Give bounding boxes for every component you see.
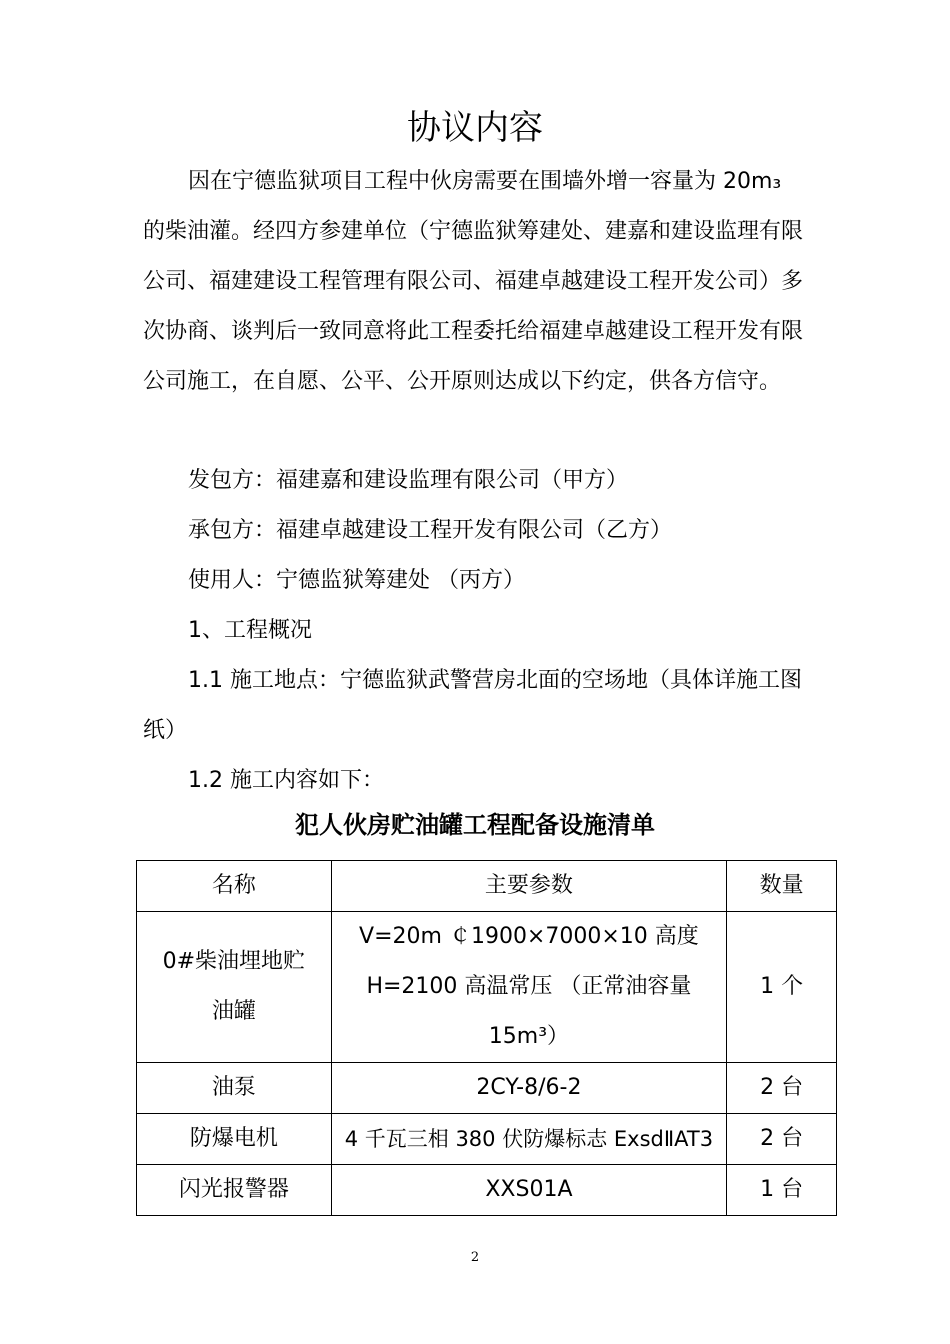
cell-qty: 1 个: [727, 912, 837, 1063]
user-line: 使用人：宁德监狱筹建处 （丙方）: [188, 568, 525, 593]
table-row: [137, 912, 837, 1063]
cell-name: 0#柴油埋地贮油罐: [137, 912, 332, 1063]
table-title: 犯人伙房贮油罐工程配备设施清单: [295, 811, 655, 839]
issuer-line: 发包方：福建嘉和建设监理有限公司（甲方）: [188, 468, 629, 493]
equipment-table: [136, 860, 837, 1216]
cell-name: 防爆电机: [137, 1114, 332, 1165]
parties-section: [143, 456, 813, 806]
site-line-cont: 纸）: [143, 718, 188, 743]
header-qty: 数量: [727, 861, 837, 912]
intro-line: 公司施工，在自愿、公平、公开原则达成以下约定，供各方信守。: [143, 369, 782, 394]
content-line: 1.2 施工内容如下：: [188, 768, 384, 793]
cell-params: XXS01A: [331, 1165, 727, 1216]
intro-line: 公司、福建建设工程管理有限公司、福建卓越建设工程开发公司）多: [143, 269, 804, 294]
section-heading: 1、工程概况: [188, 618, 312, 643]
cell-name: 闪光报警器: [137, 1165, 332, 1216]
cell-name: 油泵: [137, 1063, 332, 1114]
page-number: 2: [470, 1250, 480, 1265]
contractor-line: 承包方：福建卓越建设工程开发有限公司（乙方）: [188, 518, 673, 543]
cell-params: 2CY-8/6-2: [331, 1063, 727, 1114]
header-name: 名称: [137, 861, 332, 912]
cell-params: V=20m ￠1900×7000×10 高度 H=2100 高温常压 （正常油容量 15m³）: [331, 912, 727, 1063]
cell-params: 4 千瓦三相 380 伏防爆标志 ExsdⅡAT3: [331, 1114, 727, 1165]
cell-qty: 1 台: [727, 1165, 837, 1216]
intro-line: 因在宁德监狱项目工程中伙房需要在围墙外增一容量为 20m₃: [188, 169, 782, 194]
table-row: [137, 1063, 837, 1114]
table-header-row: [137, 861, 837, 912]
header-params: 主要参数: [331, 861, 727, 912]
cell-qty: 2 台: [727, 1063, 837, 1114]
site-line: 1.1 施工地点：宁德监狱武警营房北面的空场地（具体详施工图: [188, 668, 802, 693]
table-row: [137, 1165, 837, 1216]
table-row: [137, 1114, 837, 1165]
intro-line: 的柴油灌。经四方参建单位（宁德监狱筹建处、建嘉和建设监理有限: [143, 219, 804, 244]
intro-paragraph: [143, 157, 813, 407]
page-title: 协议内容: [407, 108, 543, 148]
intro-line: 次协商、谈判后一致同意将此工程委托给福建卓越建设工程开发有限: [143, 319, 804, 344]
cell-qty: 2 台: [727, 1114, 837, 1165]
